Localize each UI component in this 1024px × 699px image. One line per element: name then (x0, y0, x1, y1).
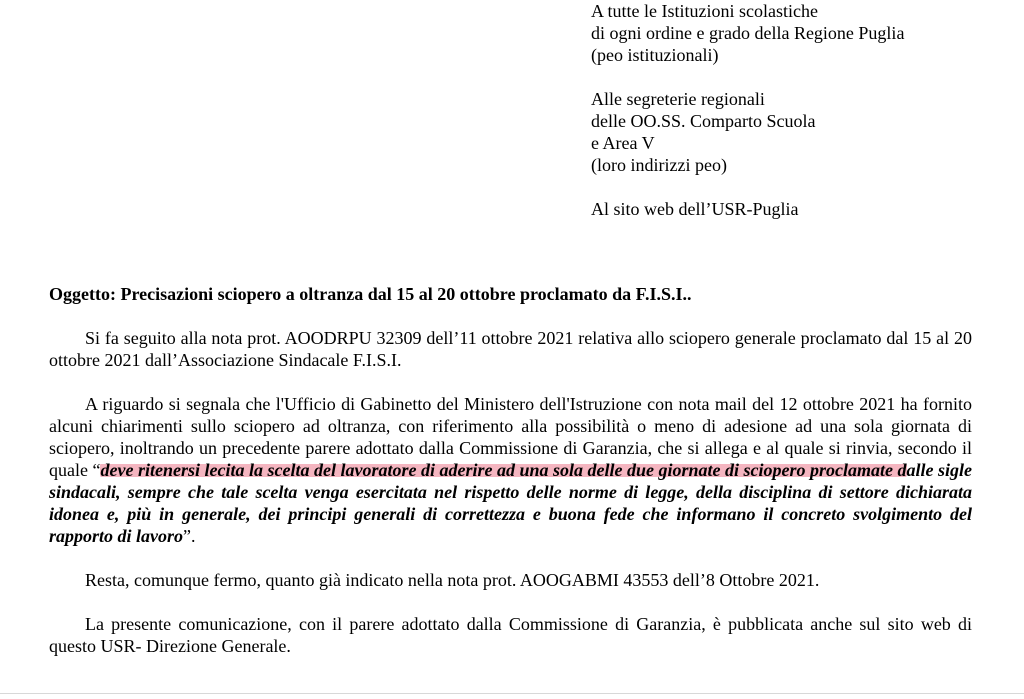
recipient-line: Al sito web dell’USR-Puglia (591, 199, 799, 219)
clarification-intro: A riguardo si segnala che l'Ufficio di Gabinetto del Ministero dell'Istruzione con nota mail del 12 ottobre 2021 ha fornito alcuni chiarimenti sullo sciopero ad oltranza, con riferimento alla possibilità o meno di adesione ad una sola giornata di sciopero, inoltrando un precedente parere adottato dalla Commissione di Garanzia, che si allega e al quale si rinvia, secondo il quale “ (49, 394, 972, 480)
recipient-spacer (591, 176, 1011, 198)
paragraph-publication: La presente comunicazione, con il parere adottato dalla Commissione di Garanzia, è pubblicata anche sul sito web di questo USR- Direzione Generale. (49, 614, 972, 656)
highlighted-quote: deve ritenersi lecita la scelta del lavoratore di aderire ad una sola delle due giornate di sciopero proclamate d (100, 460, 907, 480)
subject-text: Precisazioni sciopero a oltranza dal 15 al 20 ottobre proclamato da F.I.S.I.. (120, 284, 692, 304)
quote-closing: ”. (183, 526, 196, 546)
page-divider (0, 693, 1024, 694)
subject-label: Oggetto (49, 284, 110, 304)
recipient-line: e Area V (591, 133, 655, 153)
paragraph-clarification (49, 393, 972, 547)
recipient-spacer (591, 66, 1011, 88)
recipient-line: A tutte le Istituzioni scolastiche (591, 1, 818, 21)
quote-continuation: alle sigle sindacali, sempre che tale scelta venga esercitata nel rispetto delle norme di legge, della disciplina di settore dichiarata idonea e, più in generale, dei principi generali di correttezza e buona fede che informano il concreto svolgimento del rapporto di lavoro (49, 460, 973, 546)
subject-separator: : (109, 284, 121, 304)
paragraph-reference: Si fa seguito alla nota prot. AOODRPU 32309 dell’11 ottobre 2021 relativa allo sciopero generale proclamato dal 15 al 20 ottobre 2021 dall’Associazione Sindacale F.I.S.I. (49, 328, 972, 370)
recipient-line: di ogni ordine e grado della Regione Puglia (591, 23, 905, 43)
recipient-line: (peo istituzionali) (591, 45, 719, 65)
recipient-line: Alle segreterie regionali (591, 89, 765, 109)
recipient-line: delle OO.SS. Comparto Scuola (591, 111, 816, 131)
paragraph-note: Resta, comunque fermo, quanto già indicato nella nota prot. AOOGABMI 43553 dell’8 Ottobre 2021. (85, 570, 820, 590)
recipient-line: (loro indirizzi peo) (591, 155, 727, 175)
subject-line (49, 283, 691, 305)
recipients-block (591, 0, 1011, 220)
